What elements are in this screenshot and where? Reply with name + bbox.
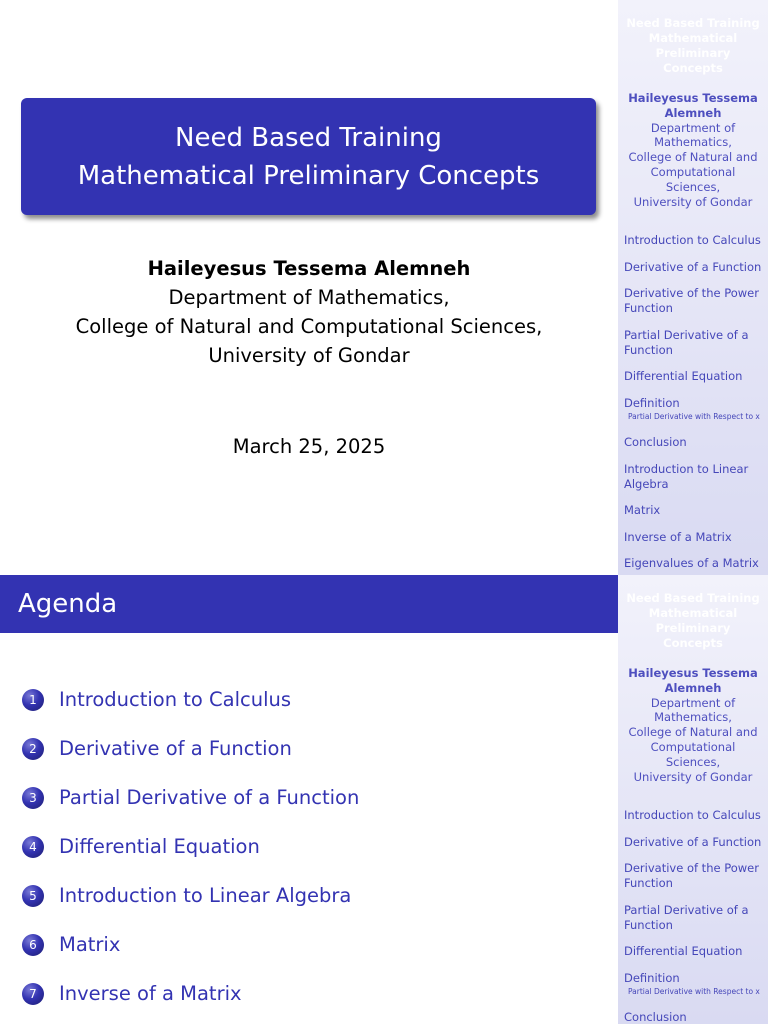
frame-title-bar [0, 575, 618, 633]
sidebar-item-eigenvalues[interactable]: Eigenvalues of a Matrix [624, 556, 759, 571]
agenda-link[interactable]: Introduction to Calculus [59, 688, 292, 711]
author-name: Haileyesus Tessema Alemneh [147, 257, 471, 280]
agenda-number-badge: 1 [22, 689, 44, 711]
sidebar-nav [618, 808, 768, 1024]
agenda-number-badge: 6 [22, 934, 44, 956]
sidebar-subitem-partial-x[interactable]: Partial Derivative with Respect to x [628, 412, 760, 422]
agenda-item[interactable] [22, 773, 359, 822]
sidebar-item-linear-algebra[interactable]: Introduction to Linear Algebra [624, 461, 749, 491]
sidebar-author[interactable]: Haileyesus Tessema Alemneh Department of Mathematics, College of Natural and Computational Sciences, University of Gondar [628, 666, 758, 784]
agenda-link[interactable]: Differential Equation [59, 835, 260, 858]
sidebar-author[interactable]: Haileyesus Tessema Alemneh Department of Mathematics, College of Natural and Computational Sciences, University of Gondar [628, 91, 758, 209]
sidebar-nav [618, 233, 768, 575]
agenda-link[interactable]: Inverse of a Matrix [59, 982, 242, 1005]
sidebar-item-derivative[interactable]: Derivative of a Function [624, 259, 762, 274]
sidebar-item-intro-calculus[interactable]: Introduction to Calculus [624, 808, 761, 823]
sidebar [618, 0, 768, 575]
sidebar-item-inverse[interactable]: Inverse of a Matrix [624, 529, 732, 544]
agenda-item[interactable] [22, 1018, 359, 1024]
presentation-date: March 25, 2025 [232, 435, 386, 458]
agenda-number-badge: 7 [22, 983, 44, 1005]
sidebar-title[interactable]: Need Based Training Mathematical Preliminary Concepts [626, 591, 760, 650]
sidebar-item-conclusion[interactable]: Conclusion [624, 1010, 687, 1024]
title-box [21, 98, 596, 215]
agenda-number-badge: 5 [22, 885, 44, 907]
agenda-item[interactable] [22, 822, 359, 871]
sidebar-title[interactable]: Need Based Training Mathematical Preliminary Concepts [626, 16, 760, 75]
sidebar-item-differential-equation[interactable]: Differential Equation [624, 369, 743, 384]
sidebar-item-power-function[interactable]: Derivative of the Power Function [624, 861, 759, 891]
agenda-number-badge: 3 [22, 787, 44, 809]
sidebar [618, 575, 768, 1024]
affiliation-line-3: University of Gondar [208, 344, 410, 367]
title-line-1: Need Based Training [175, 122, 442, 153]
sidebar-subitem-partial-x[interactable]: Partial Derivative with Respect to x [628, 987, 760, 997]
agenda-item[interactable] [22, 724, 359, 773]
affiliation-line-2: College of Natural and Computational Sciences, [75, 315, 543, 338]
sidebar-item-matrix[interactable]: Matrix [624, 503, 661, 518]
agenda-link[interactable]: Introduction to Linear Algebra [59, 884, 352, 907]
sidebar-item-partial-derivative[interactable]: Partial Derivative of a Function [624, 902, 749, 932]
agenda-item[interactable] [22, 675, 359, 724]
agenda-number-badge: 4 [22, 836, 44, 858]
sidebar-item-intro-calculus[interactable]: Introduction to Calculus [624, 233, 761, 248]
frame-title: Agenda [18, 589, 118, 619]
sidebar-item-derivative[interactable]: Derivative of a Function [624, 834, 762, 849]
sidebar-item-definition[interactable]: Definition [624, 970, 680, 985]
sidebar-item-conclusion[interactable]: Conclusion [624, 435, 687, 450]
title-line-2: Mathematical Preliminary Concepts [77, 160, 540, 191]
agenda-list [22, 675, 359, 1024]
agenda-number-badge: 2 [22, 738, 44, 760]
agenda-item[interactable] [22, 871, 359, 920]
sidebar-item-partial-derivative[interactable]: Partial Derivative of a Function [624, 327, 749, 357]
agenda-item[interactable] [22, 969, 359, 1018]
agenda-link[interactable]: Partial Derivative of a Function [59, 786, 360, 809]
sidebar-item-differential-equation[interactable]: Differential Equation [624, 944, 743, 959]
agenda-item[interactable] [22, 920, 359, 969]
agenda-slide [0, 575, 768, 1024]
agenda-link[interactable]: Matrix [59, 933, 121, 956]
affiliation-line-1: Department of Mathematics, [168, 286, 450, 309]
agenda-link[interactable]: Derivative of a Function [59, 737, 292, 760]
author-block [0, 254, 618, 370]
sidebar-item-power-function[interactable]: Derivative of the Power Function [624, 286, 759, 316]
sidebar-item-definition[interactable]: Definition [624, 395, 680, 410]
